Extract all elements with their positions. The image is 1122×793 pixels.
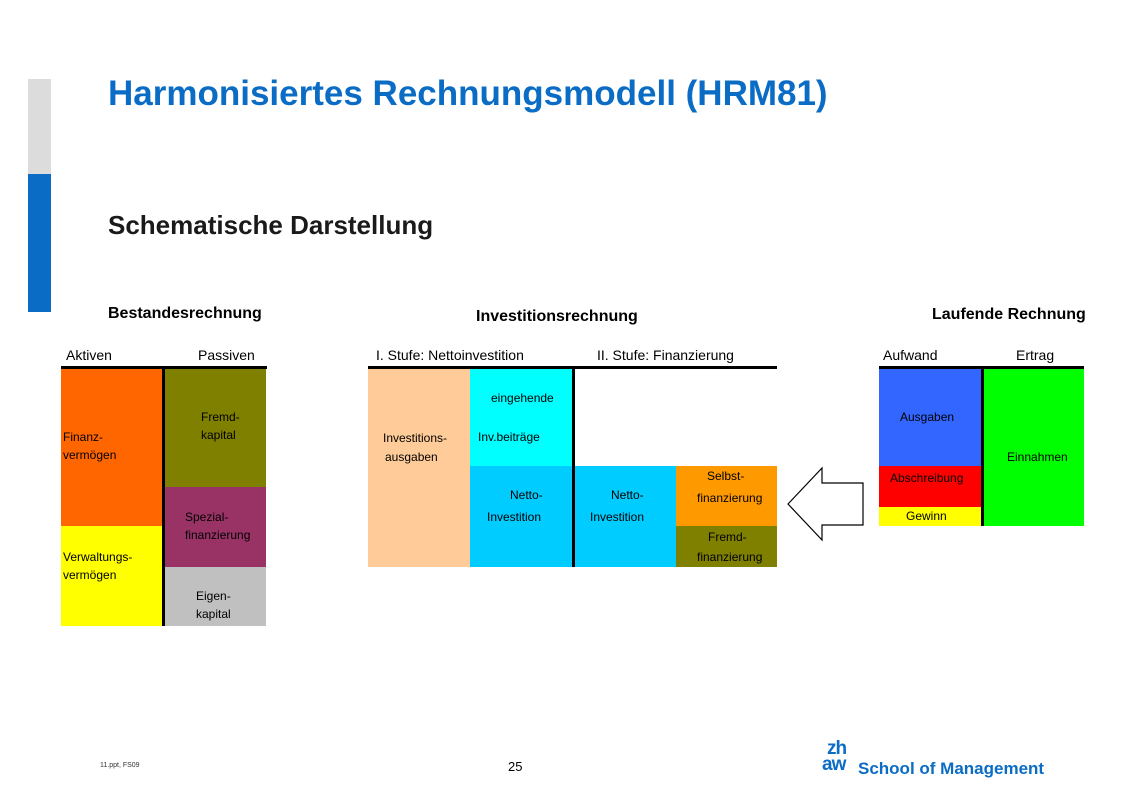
spezialfinanzierung-block bbox=[165, 487, 266, 567]
selbstfinanzierung-block bbox=[676, 466, 777, 526]
abschreibung-block bbox=[879, 466, 981, 507]
logo-zh: zh bbox=[827, 738, 847, 759]
invest-col-stufe2: II. Stufe: Finanzierung bbox=[597, 347, 734, 363]
gewinn-block bbox=[879, 507, 981, 526]
verwaltungsvermoegen-block bbox=[61, 526, 162, 626]
ausgaben-label-1: Investitions- bbox=[383, 431, 448, 445]
invest-heading: Investitionsrechnung bbox=[476, 308, 638, 325]
einnahmen-block bbox=[984, 369, 1084, 526]
side-bar-blue bbox=[28, 174, 51, 312]
netto1-label-2: Investition bbox=[487, 510, 542, 524]
abschreibung-label: Abschreibung bbox=[890, 471, 964, 485]
verwaltung-label-1: Verwaltungs- bbox=[63, 550, 133, 564]
bestand-col-aktiven: Aktiven bbox=[66, 347, 112, 363]
netto2-label-1: Netto- bbox=[611, 488, 644, 502]
spezial-label-1: Spezial- bbox=[185, 510, 229, 524]
side-bar-grey bbox=[28, 79, 51, 174]
fremd-label-1: Fremd- bbox=[201, 410, 240, 424]
eigenkapital-block bbox=[165, 567, 266, 626]
eingehende-label-2: Inv.beiträge bbox=[478, 430, 540, 444]
bestand-heading: Bestandesrechnung bbox=[108, 305, 262, 322]
finanz-label-1: Finanz- bbox=[63, 430, 104, 444]
eingehende-beitraege-block bbox=[470, 369, 572, 466]
invest-col-stufe1: I. Stufe: Nettoinvestition bbox=[376, 347, 524, 363]
gewinn-label: Gewinn bbox=[906, 509, 947, 523]
fremdfin-label-1: Fremd- bbox=[708, 530, 747, 544]
bestand-col-passiven: Passiven bbox=[198, 347, 255, 363]
fremdfinanzierung-block bbox=[676, 526, 777, 567]
selbst-label-1: Selbst- bbox=[707, 469, 745, 483]
laufend-col-ertrag: Ertrag bbox=[1016, 347, 1055, 363]
footer-filename: 11.ppt, FS09 bbox=[100, 762, 140, 769]
nettoinvestition-block-1 bbox=[470, 466, 572, 567]
laufend-col-aufwand: Aufwand bbox=[883, 347, 938, 363]
fremdkapital-block bbox=[165, 369, 266, 487]
investitionsausgaben-block bbox=[368, 369, 470, 567]
page-title: Harmonisiertes Rechnungsmodell (HRM81) bbox=[108, 74, 828, 113]
logo-school-name: School of Management bbox=[858, 759, 1045, 778]
netto2-label-2: Investition bbox=[590, 510, 645, 524]
eigen-label-1: Eigen- bbox=[196, 589, 231, 603]
fremd-label-2: kapital bbox=[201, 428, 236, 442]
nettoinvestition-block-2 bbox=[575, 466, 676, 567]
eingehende-label-1: eingehende bbox=[491, 391, 554, 405]
page-subtitle: Schematische Darstellung bbox=[108, 210, 434, 240]
verwaltung-label-2: vermögen bbox=[63, 568, 117, 582]
selbst-label-2: finanzierung bbox=[697, 491, 763, 505]
logo-aw: aw bbox=[822, 754, 846, 775]
netto1-label-1: Netto- bbox=[510, 488, 543, 502]
zhaw-logo bbox=[822, 738, 1062, 782]
finanz-label-2: vermögen bbox=[63, 448, 117, 462]
ausgaben-block bbox=[879, 369, 981, 466]
eigen-label-2: kapital bbox=[196, 607, 231, 621]
left-arrow-icon bbox=[786, 466, 866, 546]
ausgaben-label-2: ausgaben bbox=[385, 450, 438, 464]
spezial-label-2: finanzierung bbox=[185, 528, 251, 542]
fremdfin-label-2: finanzierung bbox=[697, 550, 763, 564]
finanzvermoegen-block bbox=[61, 369, 162, 526]
laufend-heading: Laufende Rechnung bbox=[932, 306, 1086, 323]
einnahmen-label: Einnahmen bbox=[1007, 450, 1068, 464]
page-number: 25 bbox=[508, 759, 523, 774]
laufend-ausgaben-label: Ausgaben bbox=[900, 410, 955, 424]
